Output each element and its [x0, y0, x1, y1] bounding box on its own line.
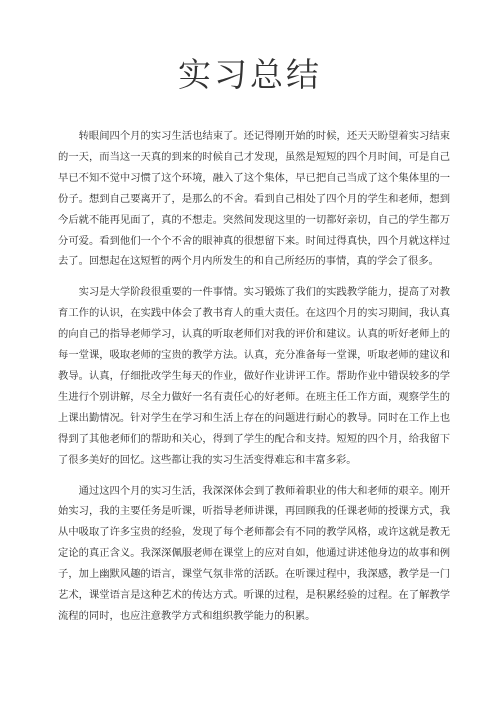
- document-title: 实习总结: [178, 55, 322, 94]
- paragraph-3: 通过这四个月的实习生活，我深深体会到了教师着职业的伟大和老师的艰辛。刚开始实习，我的主要任务是听课，听指导老师讲课，再回顾我的任课老师的授课方式，我从中吸取了许多宝贵的经验，发现了每个老师都会有不同的教学风格，或许这就是教无定论的真正含义。我深深佩服老师在课堂上的应对自如，他通过讲述他身边的故事和例子，加上幽默风趣的语言，课堂气氛非常的活跃。在听课过程中，我深感，教学是一门艺术，课堂语言是这种艺术的传达方式。听课的过程，是积累经验的过程。在了解教学流程的同时，也应注意教学方式和组织教学能力的积累。: [58, 484, 450, 622]
- paragraph-1: 转眼间四个月的实习生活也结束了。还记得刚开始的时候，还天天盼望着实习结束的一天，而当这一天真的到来的时候自己才发现，虽然是短短的四个月时间，可是自己早已不知不觉中习惯了这个环境，融入了这个集体，早已把自己当成了这个集体里的一份子。想到自己要离开了，是那么的不舍。看到自己相处了四个月的学生和老师，想到今后就不能再见面了，真的不想走。突然间发现这里的一切都好亲切，自己的学生都万分可爱。看到他们一个个不舍的眼神真的很想留下来。时间过得真快，四个月就这样过去了。回想起在这短暂的两个月内所发生的和自己所经历的事情，真的学会了很多。: [58, 130, 450, 268]
- document-body: [58, 126, 450, 637]
- paragraph-2: 实习是大学阶段很重要的一件事情。实习锻炼了我们的实践教学能力，提高了对教育工作的认识，在实践中体会了教书育人的重大责任。在这四个月的实习期间，我认真的向自己的指导老师学习，认真的听取老师们对我的评价和建议。认真的听好老师上的每一堂课，吸取老师的宝贵的教学方法。认真，充分准备每一堂课，听取老师的建议和教导。认真，仔细批改学生每天的作业，做好作业讲评工作。帮助作业中错误较多的学生进行个别讲解，尽全力做好一名有责任心的好老师。在班主任工作方面，观察学生的上课出勤情况。针对学生在学习和生活上存在的问题进行耐心的教导。同时在工作上也得到了其他老师们的帮助和关心，得到了学生的配合和支持。短短的四个月，给我留下了很多美好的回忆。这些都让我的实习生活变得难忘和丰富多彩。: [58, 286, 450, 466]
